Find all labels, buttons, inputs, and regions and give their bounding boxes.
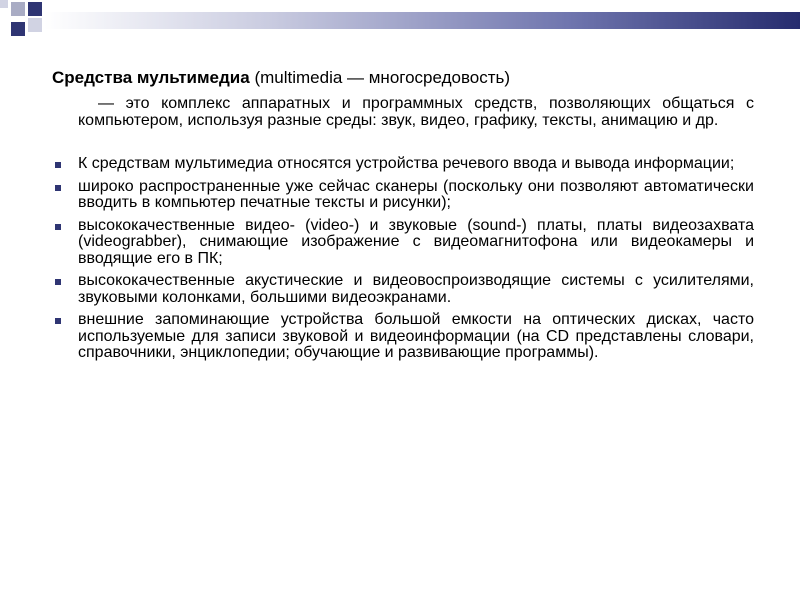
- decor-square: [11, 2, 25, 16]
- intro-paragraph: — это комплекс аппаратных и программных средств, позволяющих общаться с компьютером, используя разные среды: звук, видео, графику, тексты, анимацию и др.: [78, 95, 754, 129]
- list-item-text: широко распространенные уже сейчас сканеры (поскольку они позволяют автоматически вводить в компьютер печатные тексты и рисунки);: [78, 177, 754, 211]
- square-bullet-icon: [55, 185, 61, 191]
- square-bullet-icon: [55, 279, 61, 285]
- decor-square: [0, 0, 8, 8]
- title-rest: (multimedia — многосредовость): [249, 68, 511, 87]
- decor-square: [11, 22, 25, 36]
- bullet-list: [52, 156, 754, 368]
- list-item-text: К средствам мультимедиа относятся устройства речевого ввода и вывода информации;: [78, 155, 735, 172]
- square-bullet-icon: [55, 162, 61, 168]
- decor-square: [28, 18, 42, 32]
- decor-square: [28, 2, 42, 16]
- list-item-text: высококачественные акустические и видеовоспроизводящие системы с усилителями, звуковыми колонками, большими видеоэкранами.: [78, 272, 754, 306]
- title-bold: Средства мультимедиа: [52, 68, 250, 87]
- list-item: [52, 179, 754, 212]
- list-item-text: высококачественные видео- (video-) и звуковые (sound-) платы, платы видеозахвата (videograbber), снимающие изображение с видеомагнитофона или видеокамеры и вводящие его в ПК;: [78, 216, 754, 267]
- list-item: [52, 218, 754, 268]
- square-bullet-icon: [55, 318, 61, 324]
- square-bullet-icon: [55, 224, 61, 230]
- list-item-text: внешние запоминающие устройства большой емкости на оптических дисках, часто используемые для записи звуковой и видеоинформации (на CD представлены словари, справочники, энциклопедии; обучающие и развивающие программы).: [78, 311, 754, 361]
- slide-title: [52, 68, 772, 88]
- list-item: [52, 312, 754, 362]
- list-item: [52, 273, 754, 306]
- list-item: [52, 156, 754, 173]
- header-gradient-bar: [44, 12, 800, 29]
